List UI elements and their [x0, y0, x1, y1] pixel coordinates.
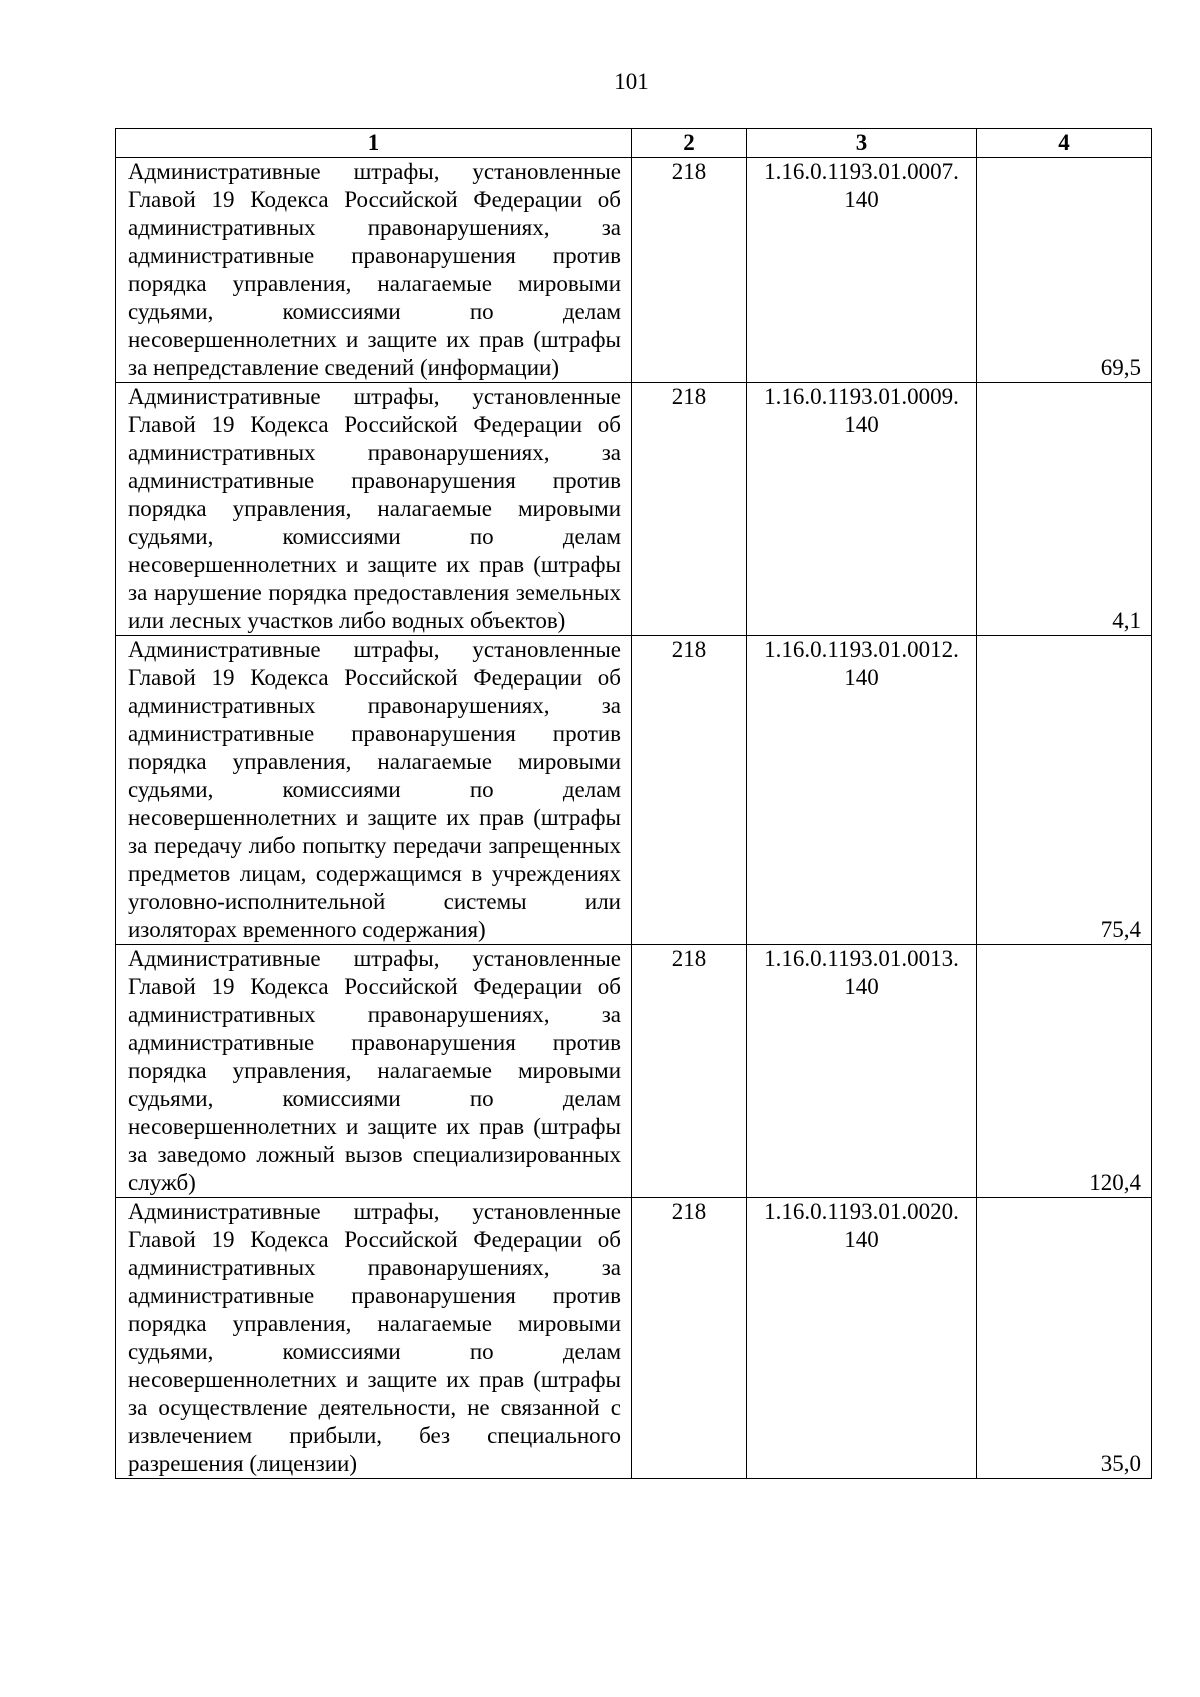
- row-admin-code: 218: [632, 383, 747, 636]
- row-admin-code: 218: [632, 945, 747, 1198]
- row-amount: 35,0: [977, 1198, 1152, 1479]
- row-description: Административные штрафы, установленные Главой 19 Кодекса Российской Федерации об административных правонарушениях, за административные правонарушения против порядка управления, налагаемые мировыми судьями, комиссиями по делам несовершеннолетних и защите их прав (штрафы за непредставление сведений (информации): [116, 158, 632, 383]
- column-header-1: 1: [116, 129, 632, 158]
- row-description: Административные штрафы, установленные Главой 19 Кодекса Российской Федерации об административных правонарушениях, за административные правонарушения против порядка управления, налагаемые мировыми судьями, комиссиями по делам несовершеннолетних и защите их прав (штрафы за заведомо ложный вызов специализированных служб): [116, 945, 632, 1198]
- table-row: [116, 1198, 1152, 1479]
- row-description: Административные штрафы, установленные Главой 19 Кодекса Российской Федерации об административных правонарушениях, за административные правонарушения против порядка управления, налагаемые мировыми судьями, комиссиями по делам несовершеннолетних и защите их прав (штрафы за осуществление деятельности, не связанной с извлечением прибыли, без специального разрешения (лицензии): [116, 1198, 632, 1479]
- row-description: Административные штрафы, установленные Главой 19 Кодекса Российской Федерации об административных правонарушениях, за административные правонарушения против порядка управления, налагаемые мировыми судьями, комиссиями по делам несовершеннолетних и защите их прав (штрафы за передачу либо попытку передачи запрещенных предметов лицам, содержащимся в учреждениях уголовно-исполнительной системы или изоляторах временного содержания): [116, 636, 632, 945]
- row-amount: 120,4: [977, 945, 1152, 1198]
- row-amount: 4,1: [977, 383, 1152, 636]
- column-header-4: 4: [977, 129, 1152, 158]
- row-kbk-code: 1.16.0.1193.01.0013. 140: [747, 945, 977, 1198]
- row-description: Административные штрафы, установленные Главой 19 Кодекса Российской Федерации об административных правонарушениях, за административные правонарушения против порядка управления, налагаемые мировыми судьями, комиссиями по делам несовершеннолетних и защите их прав (штрафы за нарушение порядка предоставления земельных или лесных участков либо водных объектов): [116, 383, 632, 636]
- table-row: [116, 636, 1152, 945]
- table-row: [116, 383, 1152, 636]
- table-row: [116, 945, 1152, 1198]
- table-row: [116, 158, 1152, 383]
- row-kbk-code: 1.16.0.1193.01.0020. 140: [747, 1198, 977, 1479]
- page-number: 101: [614, 69, 649, 94]
- row-kbk-code: 1.16.0.1193.01.0012. 140: [747, 636, 977, 945]
- row-amount: 75,4: [977, 636, 1152, 945]
- column-header-2: 2: [632, 129, 747, 158]
- revenue-table: [115, 128, 1152, 1479]
- row-kbk-code: 1.16.0.1193.01.0007. 140: [747, 158, 977, 383]
- row-amount: 69,5: [977, 158, 1152, 383]
- row-kbk-code: 1.16.0.1193.01.0009. 140: [747, 383, 977, 636]
- table-header-row: [116, 129, 1152, 158]
- column-header-3: 3: [747, 129, 977, 158]
- row-admin-code: 218: [632, 1198, 747, 1479]
- row-admin-code: 218: [632, 158, 747, 383]
- row-admin-code: 218: [632, 636, 747, 945]
